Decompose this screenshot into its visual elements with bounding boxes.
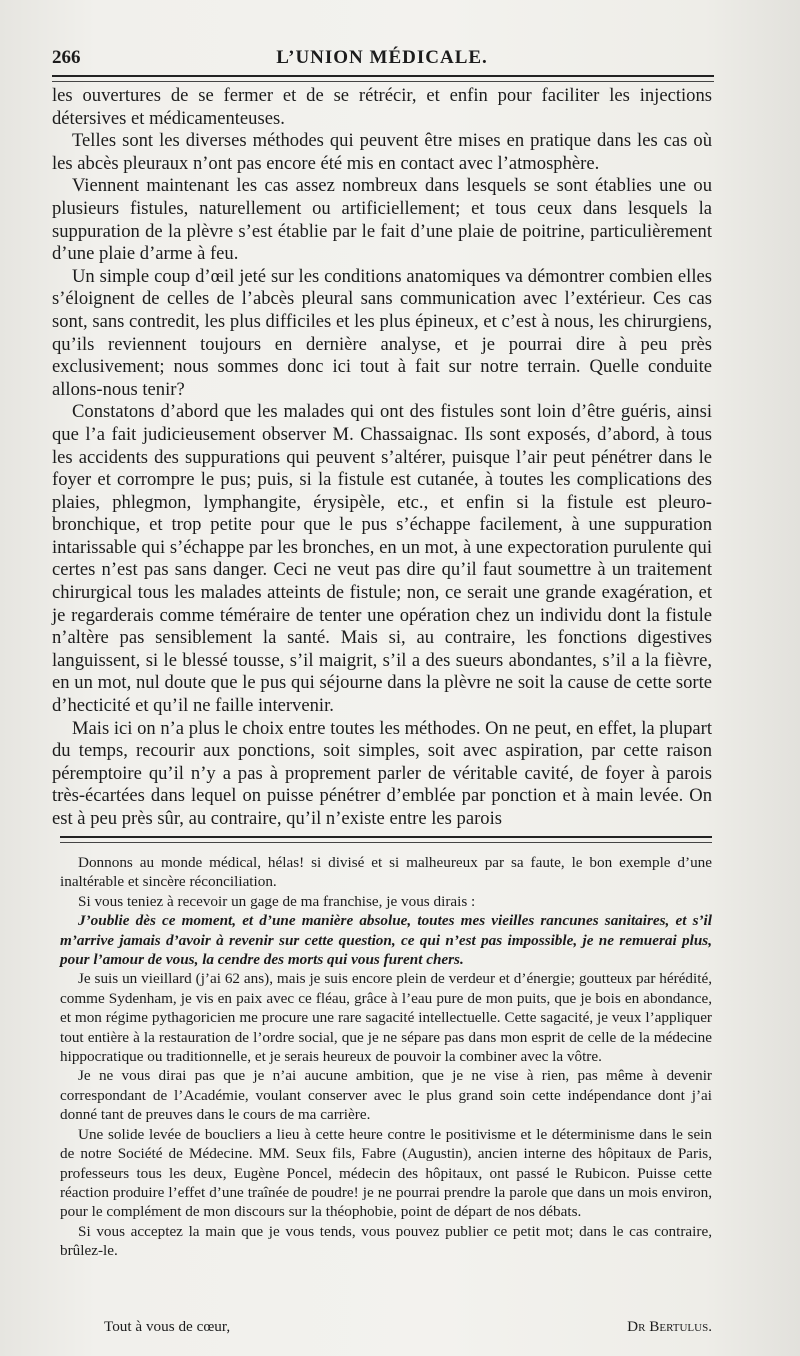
footnote-paragraph: Si vous acceptez la main que je vous tends, vous pouvez publier ce petit mot; dans le cas contraire, brûlez-le. — [60, 1222, 712, 1260]
footnote-paragraph: Une solide levée de boucliers a lieu à cette heure contre le positivisme et le déterminisme dans le sein de notre Société de Médecine. MM. Seux fils, Fabre (Augustin), ancien interne des hôpitaux de Paris, professeurs tous les deux, Eugène Poncel, médecin des hôpitaux, ont passé le Rubicon. Puisse cette réaction produire l’effet d’une traînée de poudre! je ne pourrai prendre la parole que dans un mois environ, pour le complément de mon discours sur la théophobie, point de départ de nos débats. — [60, 1125, 712, 1221]
paragraph: les ouvertures de se fermer et de se rétrécir, et enfin pour faciliter les injections détersives et médicamenteuses. — [52, 85, 712, 129]
paragraph: Viennent maintenant les cas assez nombreux dans lesquels se sont établies une ou plusieurs fistules, naturellement ou artificiellement; et tous ceux dans lesquels la suppuration de la plèvre s’est établie par le fait d’une plaie de poitrine, particulièrement d’une plaie d’arme à feu. — [52, 175, 712, 265]
running-title: L’UNION MÉDICALE. — [276, 47, 488, 68]
page-number: 266 — [52, 47, 81, 68]
footnote-quote: J’oublie dès ce moment, et d’une manière absolue, toutes mes vieilles rancunes sanitaires, et s’il m’arrive jamais d’avoir à revenir sur cette question, ce qui n’est pas impossible, je ne remuerai plus, pour l’amour de vous, la cendre des morts qui vous furent chers. — [60, 912, 712, 969]
letter-closing — [60, 1318, 712, 1336]
salutation: Tout à vous de cœur, — [104, 1318, 231, 1335]
signature: Dr Bertulus. — [627, 1318, 712, 1335]
footnote-paragraph: Je ne vous dirai pas que je n’ai aucune ambition, que je ne vise à rien, pas même à devenir correspondant de l’Académie, voulant conserver avec le plus grand soin cette indépendance dont j’ai donné tant de preuves dans le cours de ma carrière. — [60, 1067, 712, 1124]
footnote — [60, 853, 712, 1261]
footnote-paragraph: Donnons au monde médical, hélas! si divisé et si malheureux par sa faute, le bon exemple d’une inaltérable et sincère réconciliation. — [60, 854, 712, 891]
footnote-rule — [60, 836, 712, 843]
footnote-paragraph: Si vous teniez à recevoir un gage de ma franchise, je vous dirais : — [78, 892, 476, 910]
main-text — [52, 85, 712, 831]
paragraph: Telles sont les diverses méthodes qui peuvent être mises en pratique dans les cas où les abcès pleuraux n’ont pas encore été mis en contact avec l’atmosphère. — [52, 130, 712, 174]
header-rule — [52, 75, 714, 82]
page-header — [52, 44, 712, 72]
footnote-paragraph: Je suis un vieillard (j’ai 62 ans), mais je suis encore plein de verdeur et d’énergie; goutteux par hérédité, comme Sydenham, je vis en paix avec ce fléau, grâce à l’eau pure de mon puits, que je bois en abondance, et mon régime pythagoricien me procure une rare sagacité intellectuelle. Cette sagacité, je veux l’appliquer tout entière à la restauration de l’ordre social, que je ne sépare pas dans mon esprit de celle de la médecine hippocratique ou traditionnelle, et je serais heureux de pouvoir la combiner avec la vôtre. — [60, 970, 712, 1066]
paragraph: Constatons d’abord que les malades qui ont des fistules sont loin d’être guéris, ainsi que l’a fait judicieusement observer M. Chassaignac. Ils sont exposés, d’abord, à tous les accidents des suppurations qui peuvent s’altérer, puisque l’air peut pénétrer dans le foyer et corrompre le pus; puis, si la fistule est cutanée, à toutes les complications des plaies, phlegmon, lymphangite, érysipèle, etc., et enfin si la fistule est pleuro-bronchique, et trop petite pour que le pus s’échappe facilement, à une suppuration intarissable qui s’échappe par les bronches, en un mot, à une expectoration purulente qui certes n’est pas sans danger. Ceci ne veut pas dire qu’il faut soumettre à un traitement chirurgical tous les malades atteints de fistule; non, ce serait une grande exagération, et je regarderais comme téméraire de tenter une opération chez un individu dont la fistule n’altère pas sensiblement la santé. Mais si, au contraire, les fonctions digestives languissent, si le blessé tousse, s’il maigrit, s’il a des sueurs abondantes, s’il a la fièvre, en un mot, nul doute que le pus qui séjourne dans la plèvre ne soit la cause de cette sorte d’hecticité et qu’il ne faille intervenir. — [52, 401, 712, 717]
paragraph: Un simple coup d’œil jeté sur les conditions anatomiques va démontrer combien elles s’éloignent de celles de l’abcès pleural sans communication avec l’extérieur. Ces cas sont, sans contredit, les plus difficiles et les plus épineux, et c’est à nous, les chirurgiens, qu’ils reviennent toujours en dernière analyse, et je pourrai dire à peu près exclusivement; nous sommes donc ici tout à fait sur notre terrain. Quelle conduite allons-nous tenir? — [52, 265, 712, 400]
paragraph: Mais ici on n’a plus le choix entre toutes les méthodes. On ne peut, en effet, la plupart du temps, recourir aux ponctions, soit simples, soit avec aspiration, par cette raison péremptoire qu’il n’y a pas à proprement parler de véritable cavité, de foyer à parois très-écartées dans lequel on puisse pénétrer d’emblée par ponction et à main levée. On est à peu près sûr, au contraire, qu’il n’existe entre les parois — [52, 717, 712, 829]
